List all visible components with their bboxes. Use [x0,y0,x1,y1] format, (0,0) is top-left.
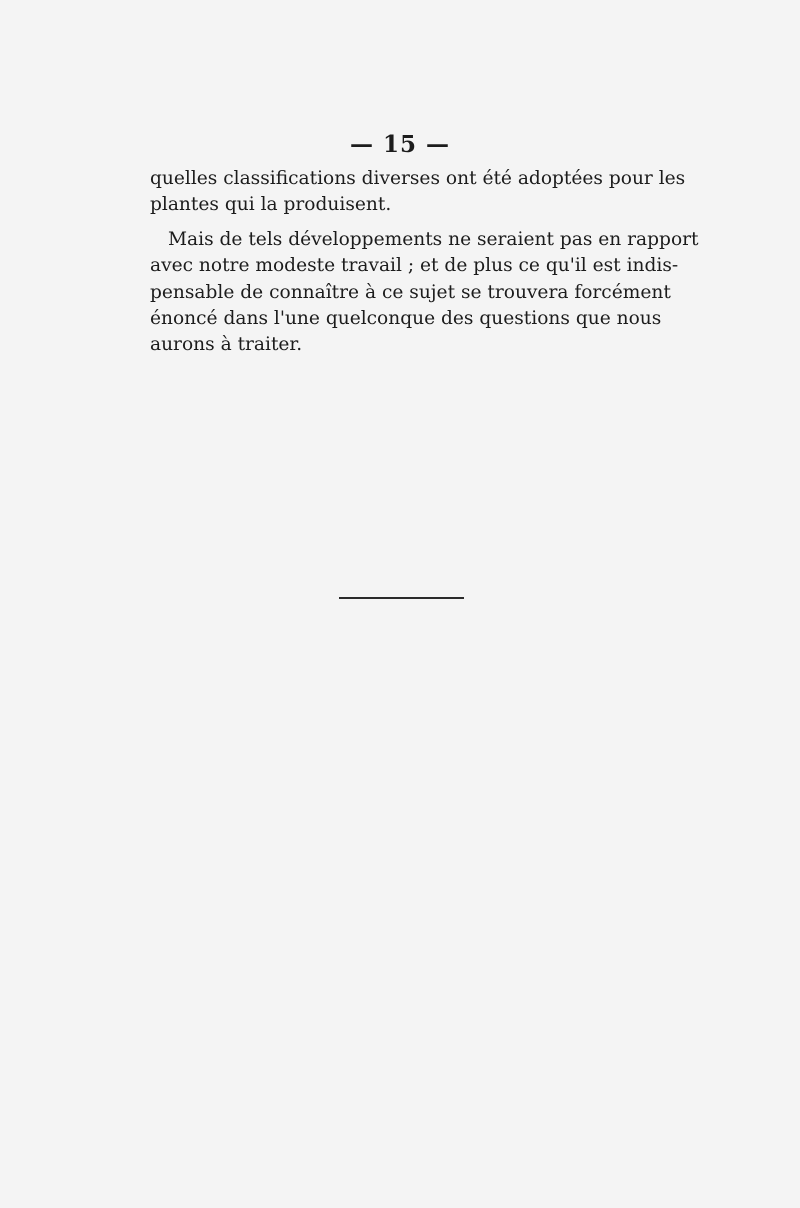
text-line: aurons à traiter. [150,334,303,356]
paragraph-2 [150,227,699,359]
text-line: Mais de tels développements ne seraient pas en rapport [168,228,699,250]
text-line: pensable de connaître à ce sujet se trouvera forcément [150,281,671,303]
page-number: — 15 — [349,131,451,158]
text-line: quelles classifications diverses ont été adoptées pour les [150,168,686,189]
paragraph-1 [150,166,686,219]
end-rule [339,597,464,599]
text-line: énoncé dans l'une quelconque des questions que nous [150,308,662,330]
text-line: plantes qui la produisent. [150,194,392,216]
body-text [150,166,699,359]
text-line: avec notre modeste travail ; et de plus ce qu'il est indis- [150,255,679,277]
